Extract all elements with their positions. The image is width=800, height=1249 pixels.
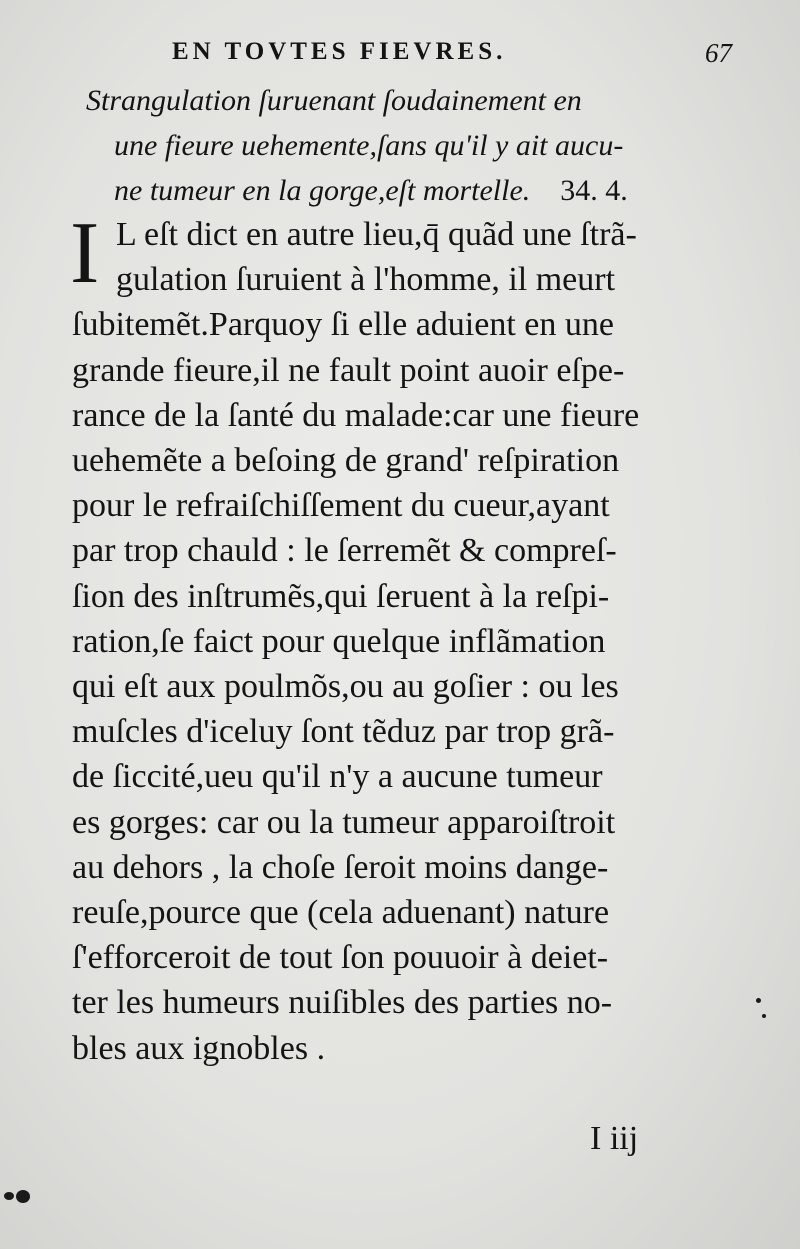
text-line: es gorges: car ou la tumeur apparoiſtroit <box>72 803 616 841</box>
text-line: grande fieure,il ne fault point auoir eſpe- <box>72 351 625 389</box>
aphorism-line-text: ne tumeur en la gorge,eſt mortelle. <box>114 174 531 207</box>
text-line: ſ'efforceroit de tout ſon pouuoir à deiet- <box>72 939 609 977</box>
aphorism-block <box>86 78 736 213</box>
aphorism-line: Strangulation ſuruenant ſoudainement en <box>86 84 582 117</box>
text-line: reuſe,pource que (cela aduenant) nature <box>72 894 610 932</box>
text-line: gulation ſuruient à l'homme, il meurt <box>116 261 616 299</box>
page-number: 67 <box>705 38 732 68</box>
text-line: rance de la ſanté du malade:car une fieure <box>72 396 640 434</box>
text-line: au dehors , la choſe ſeroit moins dange- <box>72 848 609 886</box>
text-line: ſion des inſtrumẽs,qui ſeruent à la reſpi- <box>72 577 610 615</box>
ink-speck <box>756 998 761 1003</box>
text-line: pour le refraiſchiſſement du cueur,ayant <box>72 487 610 525</box>
text-line: de ſiccité,ueu qu'il n'y a aucune tumeur <box>72 758 603 796</box>
text-line: bles aux ignobles . <box>72 1029 326 1067</box>
aphorism-line: une fieure uehemente,ſans qu'il y ait aucu- <box>114 129 624 162</box>
text-line: ration,ſe faict pour quelque inflãmation <box>72 622 606 660</box>
text-line: muſcles d'iceluy ſont tẽduz par trop grã- <box>72 713 615 751</box>
ink-speck <box>4 1192 14 1200</box>
text-line: L eſt dict en autre lieu,q̄ quãd une ſtrã- <box>116 216 637 253</box>
text-line: ter les humeurs nuiſibles des parties no- <box>72 984 613 1022</box>
drop-cap: I <box>70 205 100 302</box>
ink-speck <box>16 1190 30 1203</box>
signature-mark: I iij <box>590 1120 639 1157</box>
commentary-text <box>70 205 742 1071</box>
running-head: EN TOVTES FIEVRES. <box>172 38 507 65</box>
text-line: ſubitemẽt.Parquoy ſi elle aduient en une <box>72 306 614 344</box>
ink-speck <box>762 1014 766 1018</box>
text-line: par trop chauld : le ſerremẽt & compreſ- <box>72 532 617 570</box>
aphorism-reference: 34. 4. <box>560 174 628 207</box>
text-line: qui eſt aux poulmõs,ou au goſier : ou les <box>72 668 619 706</box>
aphorism-line <box>86 168 736 213</box>
page-header <box>172 38 732 78</box>
text-line: uehemẽte a beſoing de grand' reſpiration <box>72 442 620 480</box>
